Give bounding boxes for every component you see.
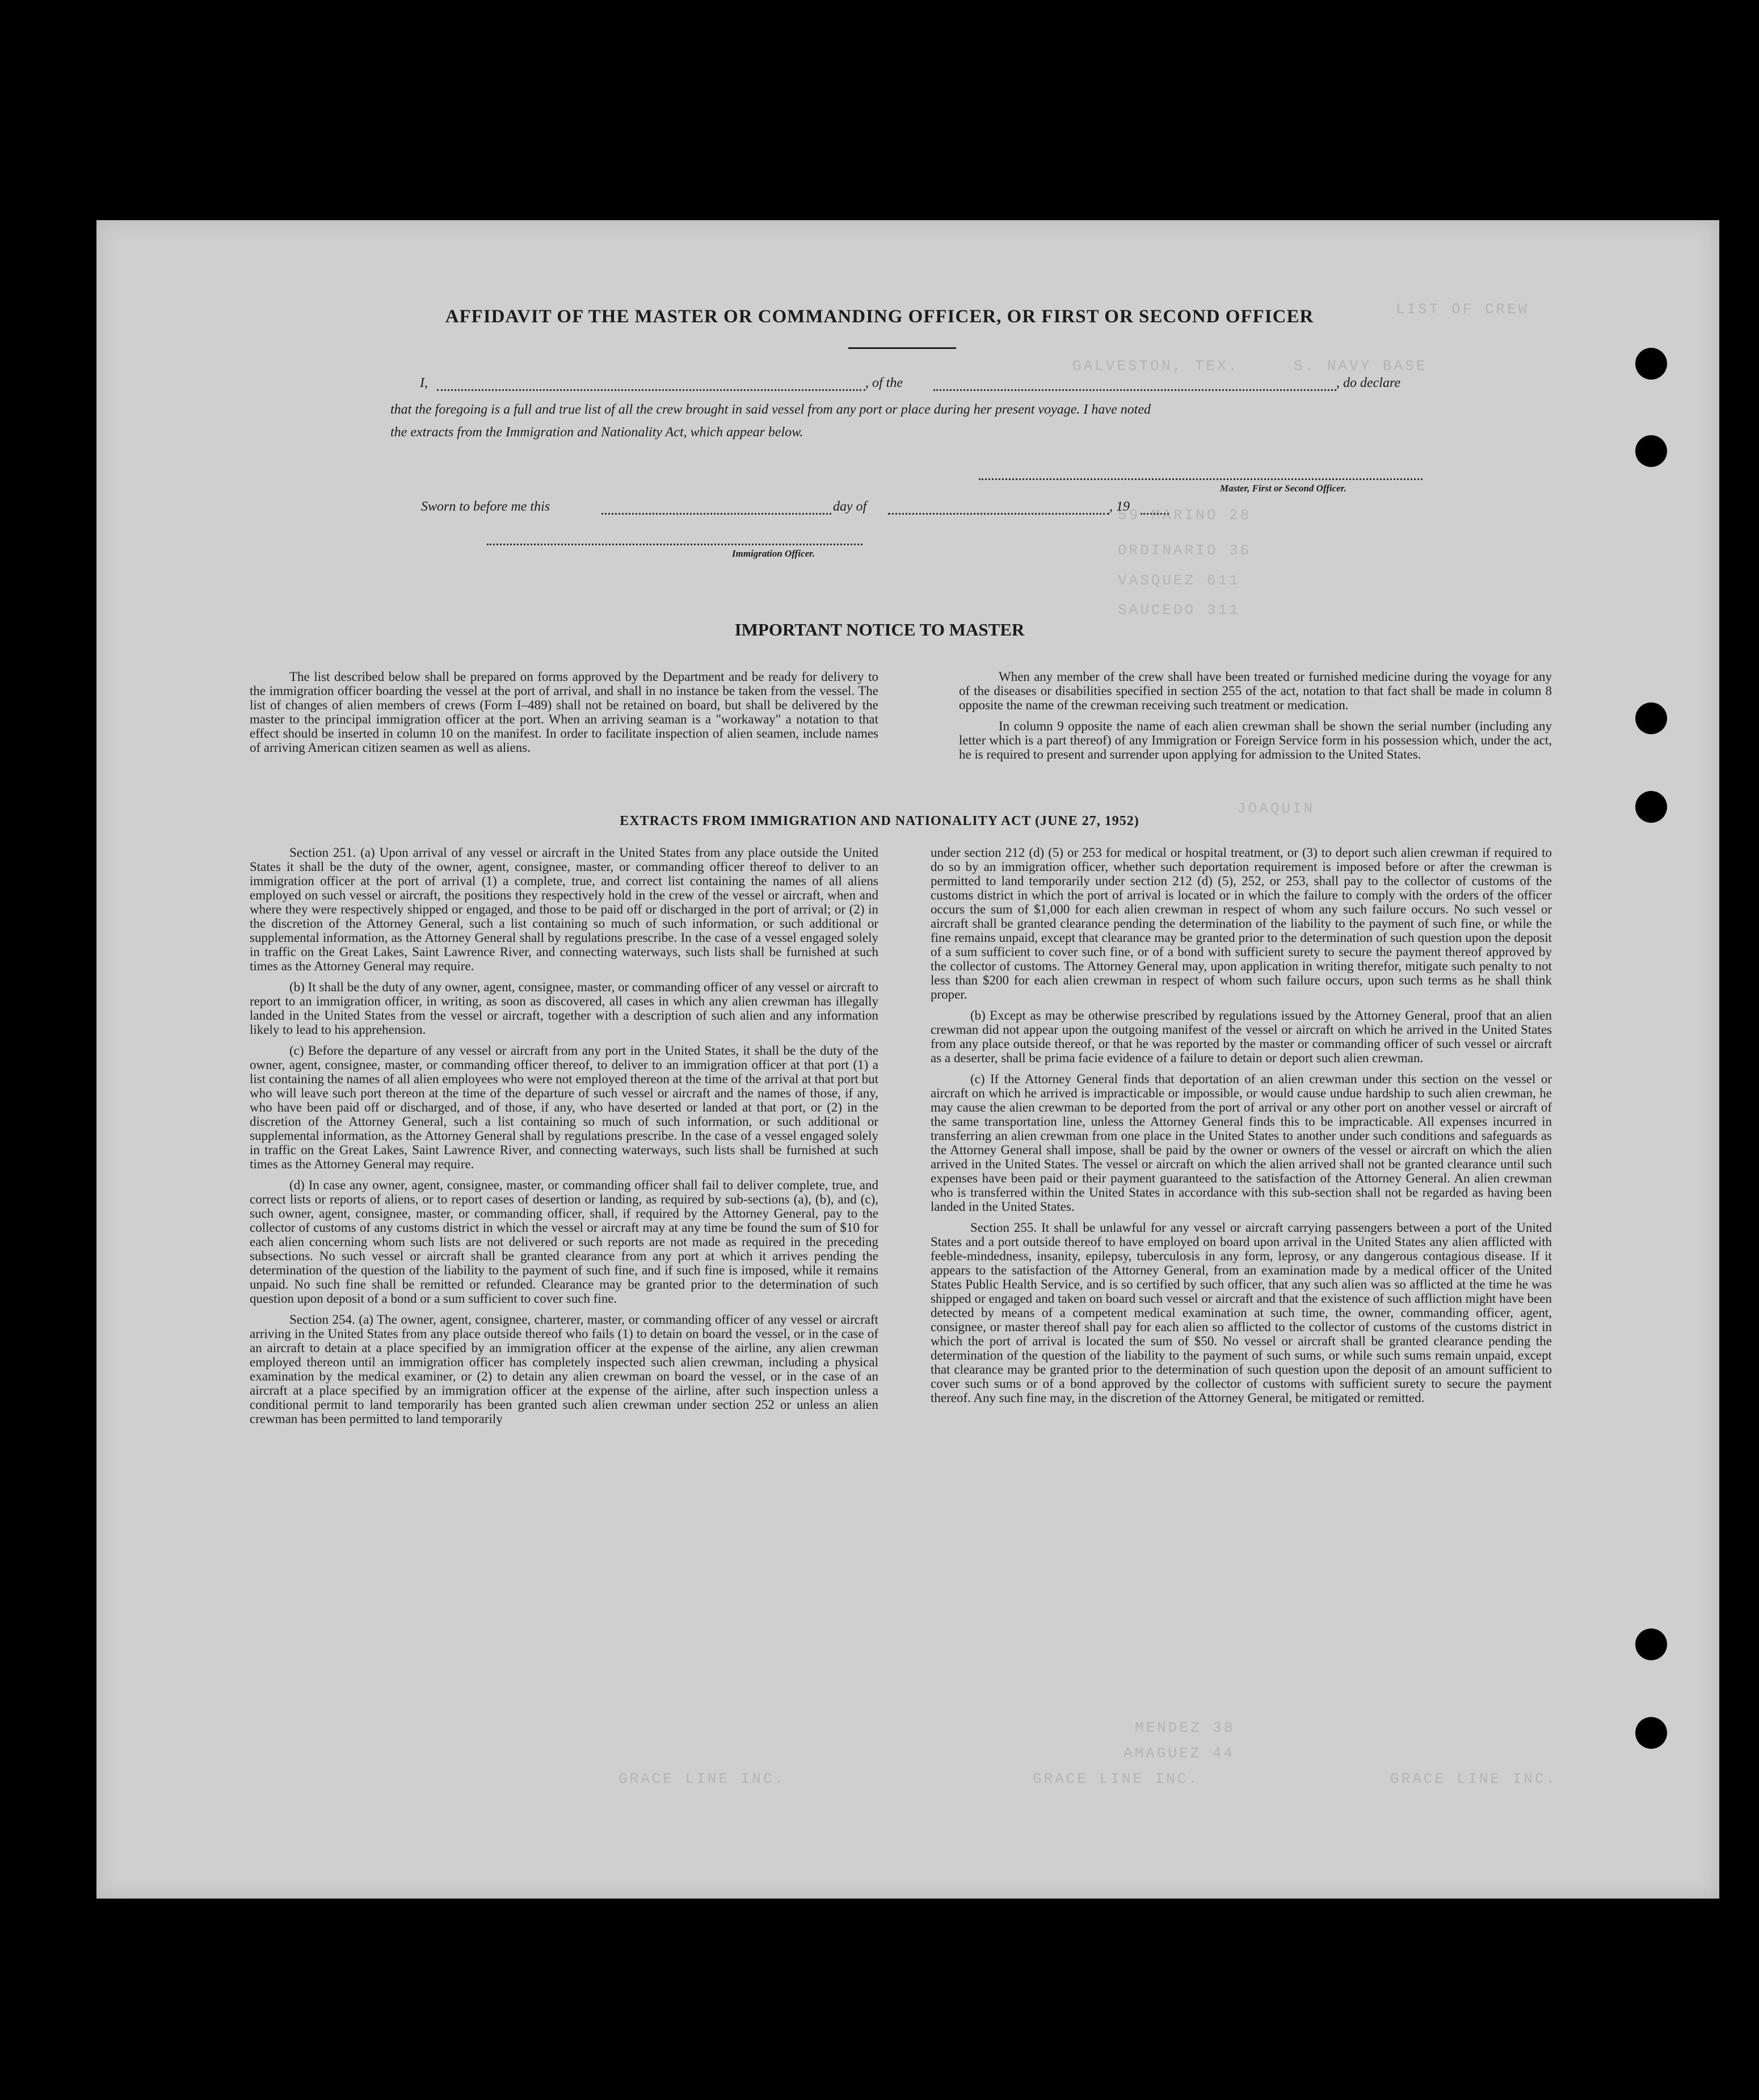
punch-hole [1635, 702, 1667, 734]
affidavit-extracts-line: the extracts from the Immigration and Nationality Act, which appear below. [390, 425, 803, 440]
sworn-year-blank[interactable] [1141, 513, 1169, 515]
affidavit-of-the-label: , of the [865, 376, 903, 390]
vessel-blank[interactable] [933, 389, 1336, 391]
officer-signature-blank[interactable] [487, 544, 862, 545]
extracts-left-column [250, 845, 878, 1433]
officer-signature-caption: Immigration Officer. [732, 548, 815, 559]
punch-hole [1635, 348, 1667, 380]
year-label: , 19 [1109, 499, 1130, 514]
section-251-d: (d) In case any owner, agent, consignee, master, or commanding officer shall fail to deliver complete, true, and correct lists or reports of aliens, or to report cases of desertion or landing, as required by sub-sections (a), (b), and (c), such owner, agent, consignee, master, or commanding officer, shall, if required by the Attorney General, pay to the collector of customs of any customs district in which the vessel or aircraft may at any time be found the sum of $10 for each alien concerning whom such lists are not delivered or such reports are not made as required in the preceding subsections. No such vessel or aircraft shall be granted clearance from any port at which it arrives pending the determination of the question of the liability to the payment of such fine, and if such fine is imposed, while it remains unpaid. No such fine shall be remitted or refunded. Clearance may be granted prior to the determination of such question upon deposit of a bond or a sum sufficient to cover such fine. [250, 1178, 878, 1306]
notice-paragraph: When any member of the crew shall have been treated or furnished medicine during the voyage for any of the diseases or disabilities specified in section 255 of the act, notation to that fact shall be made in column 8 opposite the name of the crewman receiving such treatment or medication. [959, 670, 1552, 712]
punch-hole [1635, 1628, 1667, 1660]
section-254-a: Section 254. (a) The owner, agent, consignee, charterer, master, or commanding officer of any vessel or aircraft arriving in the United States from any place outside thereof who fails (1) to detain on board the vessel, or in the case of an aircraft to detain at a place specified by an immigration officer at the expense of the airline, any alien crewman employed thereon until an immigration officer has completely inspected such alien crewman, including a physical examination by the medical examiner, or (2) to detain any alien crewman on board the vessel, or in the case of an aircraft at a place specified by an immigration officer at the expense of the airline, after such inspection unless a conditional permit to land temporarily has been granted such alien crewman under section 252 or unless an alien crewman has been permitted to land temporarily [250, 1312, 878, 1426]
affidavit-do-declare-label: , do declare [1336, 376, 1401, 390]
extracts-right-column [931, 845, 1552, 1412]
day-of-label: day of [833, 499, 867, 514]
sworn-day-blank[interactable] [601, 513, 831, 515]
section-255: Section 255. It shall be unlawful for any vessel or aircraft carrying passengers between a port of the United States and a port outside thereof to have employed on board upon arrival in the United States any alien afflicted with feeble-mindedness, insanity, epilepsy, tuberculosis in any form, leprosy, or any dangerous contagious disease. If it appears to the satisfaction of the Attorney General, from an examination made by a medical officer of the United States Public Health Service, and is so certified by such officer, that any such alien was so afflicted at the time he was shipped or engaged and taken on board such vessel or aircraft and that the existence of such affliction might have been detected by means of a competent medical examination at such time, the owner, commanding officer, agent, consignee, or master thereof shall pay for each alien so afflicted to the collector of customs of the customs district in which the port of arrival is located the sum of $50. No vessel or aircraft shall be granted clearance pending the determination of the question of the liability to the payment of such sums, or while such sums remain unpaid, except that clearance may be granted prior to the determination of such question upon the deposit of an amount sufficient to cover such sums or of a bond approved by the collector of customs with sufficient surety to secure the payment thereof. Any such fine may, in the discretion of the Attorney General, be mitigated or remitted. [931, 1221, 1552, 1405]
name-blank[interactable] [437, 389, 865, 391]
affidavit-title: AFFIDAVIT OF THE MASTER OR COMMANDING OFFICER, OR FIRST OR SECOND OFFICER [445, 306, 1314, 327]
affidavit-declaration-line: that the foregoing is a full and true list of all the crew brought in said vessel from any port or place during her present voyage. I have noted [390, 402, 1151, 417]
section-251-c: (c) Before the departure of any vessel or aircraft from any port in the United States, it shall be the duty of the owner, agent, consignee, master, or commanding officer thereof, to deliver to an immigration officer at that port (1) a list containing the names of all alien employees who were not employed thereon at the time of the arrival at that port but who will leave such port thereon at the time of the departure of such vessel or aircraft and the names of those, if any, who have been paid off or discharged, and of those, if any, who have deserted or landed at that port, or (2) in the discretion of the Attorney General, such a list containing so much of such information, or such additional or supplemental information, as the Attorney General shall by regulations prescribe. In the case of a vessel engaged solely in traffic on the Great Lakes, Saint Lawrence River, and connecting waterways, such lists shall be furnished at such times as the Attorney General may require. [250, 1043, 878, 1171]
punch-hole [1635, 1717, 1667, 1749]
title-divider [848, 347, 956, 349]
affidavit-i-label: I, [420, 376, 428, 390]
sworn-month-blank[interactable] [888, 513, 1109, 515]
punch-hole [1635, 435, 1667, 467]
master-signature-caption: Master, First or Second Officer. [1220, 483, 1346, 494]
notice-left-column [250, 670, 878, 761]
extracts-title: EXTRACTS FROM IMMIGRATION AND NATIONALITY ACT (JUNE 27, 1952) [620, 814, 1139, 828]
section-251-b: (b) It shall be the duty of any owner, agent, consignee, master, or commanding officer of any vessel or aircraft to report to an immigration officer, in writing, as soon as discovered, all cases in which any alien crewman has illegally landed in the United States from the vessel or aircraft, together with a description of such alien and any information likely to lead to his apprehension. [250, 980, 878, 1037]
notice-paragraph: In column 9 opposite the name of each alien crewman shall be shown the serial number (including any letter which is a part thereof) of any Immigration or Foreign Service form in his possession which, under the act, he is required to present and surrender upon applying for admission to the United States. [959, 719, 1552, 761]
notice-right-column [959, 670, 1552, 768]
section-254-b: (b) Except as may be otherwise prescribed by regulations issued by the Attorney General, proof that an alien crewman did not appear upon the outgoing manifest of the vessel or aircraft on which he arrived in the United States from any place outside thereof, or that he was reported by the master or commanding officer of such vessel or aircraft as a deserter, shall be prima facie evidence of a failure to detain or deport such alien crewman. [931, 1008, 1552, 1065]
notice-paragraph: The list described below shall be prepared on forms approved by the Department and be ready for delivery to the immigration officer boarding the vessel at the port of arrival, and shall in no instance be taken from the vessel. The list of changes of alien members of crews (Form I–489) shall not be retained on board, but shall be delivered by the master to the principal immigration officer at the port. When an arriving seaman is a "workaway" a notation to that effect should be inserted in column 10 on the manifest. In order to facilitate inspection of alien seamen, include names of arriving American citizen seamen as well as aliens. [250, 670, 878, 755]
section-254-a-continued: under section 212 (d) (5) or 253 for medical or hospital treatment, or (3) to deport such alien crewman if required to do so by an immigration officer, whether such deportation requirement is imposed before or after the crewman is permitted to land temporarily under section 212 (d) (5), 252, or 253, shall pay to the collector of customs of the customs district in which the port of arrival is located or in which the failure to comply with the orders of the officer occurs the sum of $1,000 for each alien crewman in respect of whom any such failure occurs. No such vessel or aircraft shall be granted clearance pending the determination of the liability to the payment of such fine, or while the fine remains unpaid, except that clearance may be granted prior to the determination of such question upon the deposit of a sum sufficient to cover such fine, or of a bond with sufficient surety to secure the payment thereof approved by the collector of customs. The Attorney General may, upon application in writing therefor, mitigate such penalty to not less than $200 for each alien crewman in respect of whom such failure occurs, upon such terms as he shall think proper. [931, 845, 1552, 1001]
section-251-a: Section 251. (a) Upon arrival of any vessel or aircraft in the United States from any place outside the United States it shall be the duty of the owner, agent, consignee, master, or commanding officer thereof to deliver to an immigration officer at the port of arrival (1) a complete, true, and correct list containing the names of all aliens employed on such vessel or aircraft, the positions they respectively hold in the crew of the vessel or aircraft, when and where they were respectively shipped or engaged, and those to be paid off or discharged in the port of arrival; or (2) in the discretion of the Attorney General, such a list containing so much of such information, or such additional or supplemental information, as the Attorney General shall by regulations prescribe. In the case of a vessel engaged solely in traffic on the Great Lakes, Saint Lawrence River, and connecting waterways, such lists shall be furnished at such times as the Attorney General may require. [250, 845, 878, 973]
sworn-label: Sworn to before me this [421, 499, 550, 514]
section-254-c: (c) If the Attorney General finds that deportation of an alien crewman under this section on the vessel or aircraft on which he arrived is impracticable or impossible, or would cause undue hardship to such alien crewman, he may cause the alien crewman to be deported from the port of arrival or any other port on another vessel or aircraft of the same transportation line, unless the Attorney General finds this to be impracticable. All expenses incurred in transferring an alien crewman from one place in the United States to another under such conditions and safeguards as the Attorney General shall impose, shall be paid by the owner or owners of the vessel or aircraft on which the alien arrived in the United States. The vessel or aircraft on which the alien arrived shall not be granted clearance until such expenses have been paid or their payment guaranteed to the satisfaction of the Attorney General. An alien crewman who is transferred within the United States in accordance with this sub-section shall not be regarded as having been landed in the United States. [931, 1072, 1552, 1214]
notice-title: IMPORTANT NOTICE TO MASTER [734, 620, 1025, 639]
master-signature-blank[interactable] [979, 478, 1423, 480]
